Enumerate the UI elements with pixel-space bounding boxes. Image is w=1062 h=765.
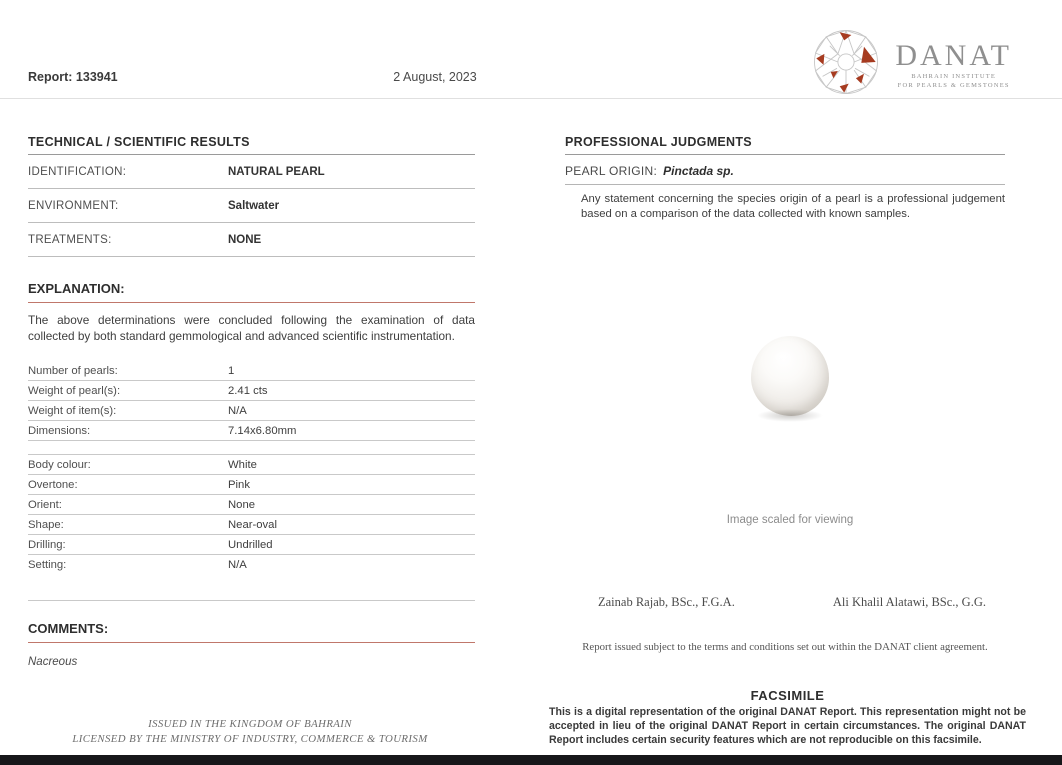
table-row <box>28 455 475 475</box>
technical-results-section <box>28 135 475 668</box>
danat-logo <box>807 26 1012 103</box>
table-row <box>28 475 475 495</box>
image-caption: Image scaled for viewing <box>726 514 854 526</box>
signatures-row <box>598 595 986 610</box>
table-row <box>28 515 475 535</box>
row-label: Dimensions: <box>28 424 91 437</box>
pearl-origin-note: Any statement concerning the species origin of a pearl is a professional judgement based on a comparison of the data collected with known samples. <box>581 193 1005 221</box>
pearl-shadow <box>757 409 823 422</box>
professional-judgments-title: PROFESSIONAL JUDGMENTS <box>565 135 1005 155</box>
row-value: N/A <box>228 404 247 417</box>
issuer-footer <box>60 717 440 746</box>
row-value: N/A <box>228 558 247 571</box>
issuer-line-1: ISSUED IN THE KINGDOM OF BAHRAIN <box>148 718 352 730</box>
terms-note: Report issued subject to the terms and conditions set out within the DANAT client agreement. <box>582 641 988 653</box>
logo-subtitle-1: BAHRAIN INSTITUTE <box>911 72 997 80</box>
row-value: None <box>228 498 256 511</box>
row-label: TREATMENTS: <box>28 234 112 246</box>
row-label: Drilling: <box>28 538 66 551</box>
logo-wordmark-block <box>895 38 1012 89</box>
table-row <box>28 495 475 515</box>
table-row <box>28 155 475 189</box>
report-number: Report: 133941 <box>28 70 118 84</box>
table-row <box>28 223 475 257</box>
row-value: NATURAL PEARL <box>228 166 325 178</box>
professional-judgments-section <box>565 135 1005 222</box>
comments-title: COMMENTS: <box>28 621 475 643</box>
explanation-body: The above determinations were concluded following the examination of data collected by both standard gemmological and advanced scientific instrumentation. <box>28 313 475 343</box>
facsimile-body: This is a digital representation of the original DANAT Report. This representation might not be accepted in lieu of the original DANAT Report in certain circumstances. The original DANAT Report includes certain security features which are not reproducible on this facsimile. <box>549 706 1026 746</box>
row-label: Setting: <box>28 558 67 571</box>
table-row <box>28 361 475 381</box>
row-value: NONE <box>228 234 262 246</box>
facsimile-title: FACSIMILE <box>750 688 825 703</box>
pearl-sketch-icon <box>807 26 885 103</box>
pearl-appearance-table <box>28 454 475 574</box>
row-label: Orient: <box>28 498 62 511</box>
report-date: 2 August, 2023 <box>393 70 477 84</box>
pearl-origin-label: PEARL ORIGIN: <box>565 164 658 178</box>
issuer-line-2: LICENSED BY THE MINISTRY OF INDUSTRY, COMMERCE & TOURISM <box>72 732 428 745</box>
table-row <box>28 421 475 441</box>
row-label: Overtone: <box>28 478 78 491</box>
pearl-photo <box>751 336 829 416</box>
row-label: Weight of pearl(s): <box>28 384 121 397</box>
row-label: ENVIRONMENT: <box>28 200 119 212</box>
row-label: Number of pearls: <box>28 364 118 377</box>
table-row <box>28 189 475 223</box>
comments-body: Nacreous <box>28 655 78 668</box>
row-label: Shape: <box>28 518 64 531</box>
logo-wordmark: DANAT <box>895 38 1012 72</box>
technical-results-title: TECHNICAL / SCIENTIFIC RESULTS <box>28 135 475 155</box>
signature-gemologist-2: Ali Khalil Alatawi, BSc., G.G. <box>832 595 986 609</box>
table-row <box>28 401 475 421</box>
row-value: 1 <box>228 364 235 377</box>
signature-gemologist-1: Zainab Rajab, BSc., F.G.A. <box>598 595 735 609</box>
table-row <box>28 535 475 555</box>
pearl-origin-value: Pinctada sp. <box>663 164 734 178</box>
pearl-highlight <box>772 350 794 364</box>
row-value: Saltwater <box>228 200 280 212</box>
row-label: IDENTIFICATION: <box>28 166 127 178</box>
row-value: 2.41 cts <box>228 384 268 397</box>
facsimile-block <box>549 688 1026 748</box>
bottom-edge-bar <box>0 755 1062 765</box>
row-value: Near-oval <box>228 518 277 531</box>
row-value: Pink <box>228 478 250 491</box>
row-value: 7.14x6.80mm <box>228 424 297 437</box>
table-row <box>28 555 475 574</box>
section-divider <box>28 600 475 601</box>
row-label: Body colour: <box>28 458 91 471</box>
table-row <box>28 381 475 401</box>
pearl-measurements-table <box>28 361 475 441</box>
row-label: Weight of item(s): <box>28 404 117 417</box>
explanation-title: EXPLANATION: <box>28 281 475 303</box>
row-value: White <box>228 458 257 471</box>
logo-subtitle-2: FOR PEARLS & GEMSTONES <box>897 81 1010 89</box>
pearl-origin-row <box>565 155 1005 185</box>
row-value: Undrilled <box>228 538 273 551</box>
header-divider <box>0 98 1062 99</box>
